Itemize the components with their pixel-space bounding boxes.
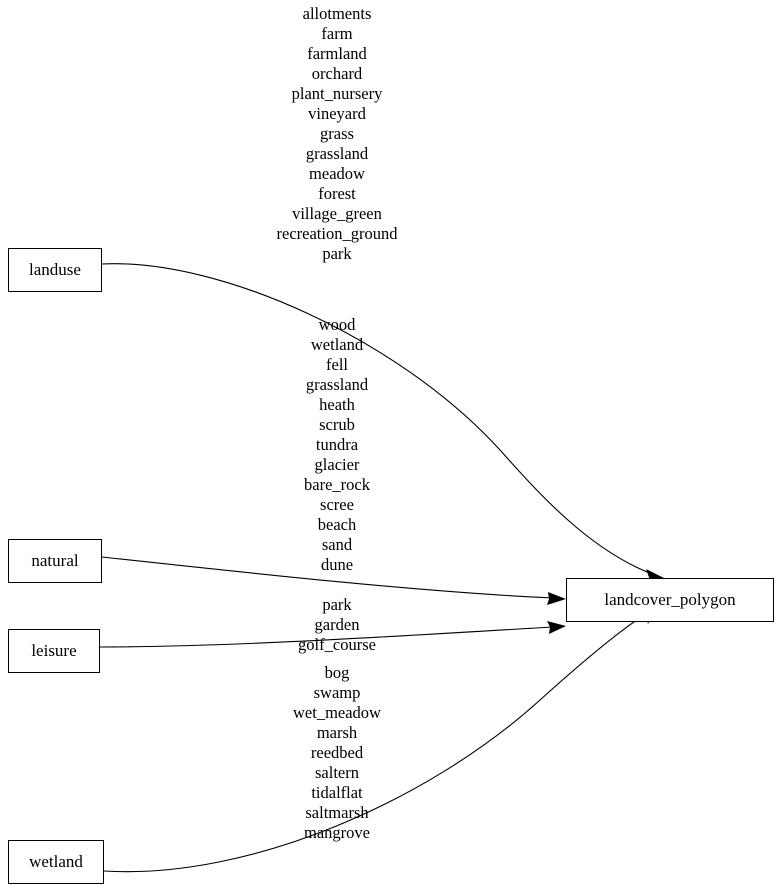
edge-value: wood: [318, 315, 356, 334]
edge-value: dune: [320, 555, 354, 574]
edge-value: scree: [320, 495, 354, 514]
edge-value: wetland: [310, 335, 364, 354]
edge-value: heath: [319, 395, 355, 414]
node-leisure-label: leisure: [31, 641, 77, 660]
edge-value: reedbed: [310, 743, 364, 762]
edge-value: marsh: [316, 723, 358, 742]
edge-value: glacier: [314, 455, 360, 474]
edge-value: farmland: [307, 44, 367, 63]
node-landuse-label: landuse: [29, 260, 81, 279]
edge-value: saltern: [315, 763, 359, 782]
edge-value: recreation_ground: [276, 224, 398, 243]
edge-value: bog: [324, 663, 350, 682]
edge-value: farm: [321, 24, 353, 43]
edge-value: vineyard: [308, 104, 366, 123]
edge-value: beach: [317, 515, 357, 534]
node-natural-label: natural: [31, 551, 79, 570]
edge-label-leisure-values: [247, 595, 427, 655]
edge-value: tundra: [315, 435, 359, 454]
edge-value: park: [322, 595, 352, 614]
node-natural[interactable]: [8, 539, 102, 583]
edge-label-landuse-values: [247, 4, 427, 264]
edge-value: golf_course: [298, 635, 376, 654]
node-wetland[interactable]: [8, 840, 104, 884]
arrowhead-natural: [547, 592, 566, 605]
edge-label-natural-values: [247, 315, 427, 575]
node-landcover-polygon-label: landcover_polygon: [604, 590, 736, 609]
edge-value: forest: [318, 184, 356, 203]
edge-value: orchard: [311, 64, 363, 83]
edge-value: village_green: [292, 204, 382, 223]
node-wetland-label: wetland: [29, 852, 83, 871]
edge-value: allotments: [302, 4, 372, 23]
edge-value: park: [322, 244, 352, 263]
edge-value: mangrove: [304, 823, 370, 842]
node-landcover-polygon[interactable]: [566, 578, 774, 622]
edge-value: sand: [321, 535, 353, 554]
edge-value: plant_nursery: [291, 84, 383, 103]
edge-value: meadow: [309, 164, 365, 183]
edge-value: tidalflat: [311, 783, 363, 802]
edge-value: grass: [320, 124, 354, 143]
node-leisure[interactable]: [8, 629, 100, 673]
edge-value: fell: [326, 355, 348, 374]
edge-value: swamp: [313, 683, 361, 702]
edge-label-wetland-values: [247, 663, 427, 843]
edge-value: grassland: [305, 144, 369, 163]
edge-value: grassland: [305, 375, 369, 394]
edge-value: saltmarsh: [305, 803, 369, 822]
edge-value: scrub: [319, 415, 355, 434]
edge-value: garden: [314, 615, 360, 634]
node-landuse[interactable]: [8, 248, 102, 292]
edge-value: bare_rock: [304, 475, 370, 494]
edge-value: wet_meadow: [293, 703, 381, 722]
